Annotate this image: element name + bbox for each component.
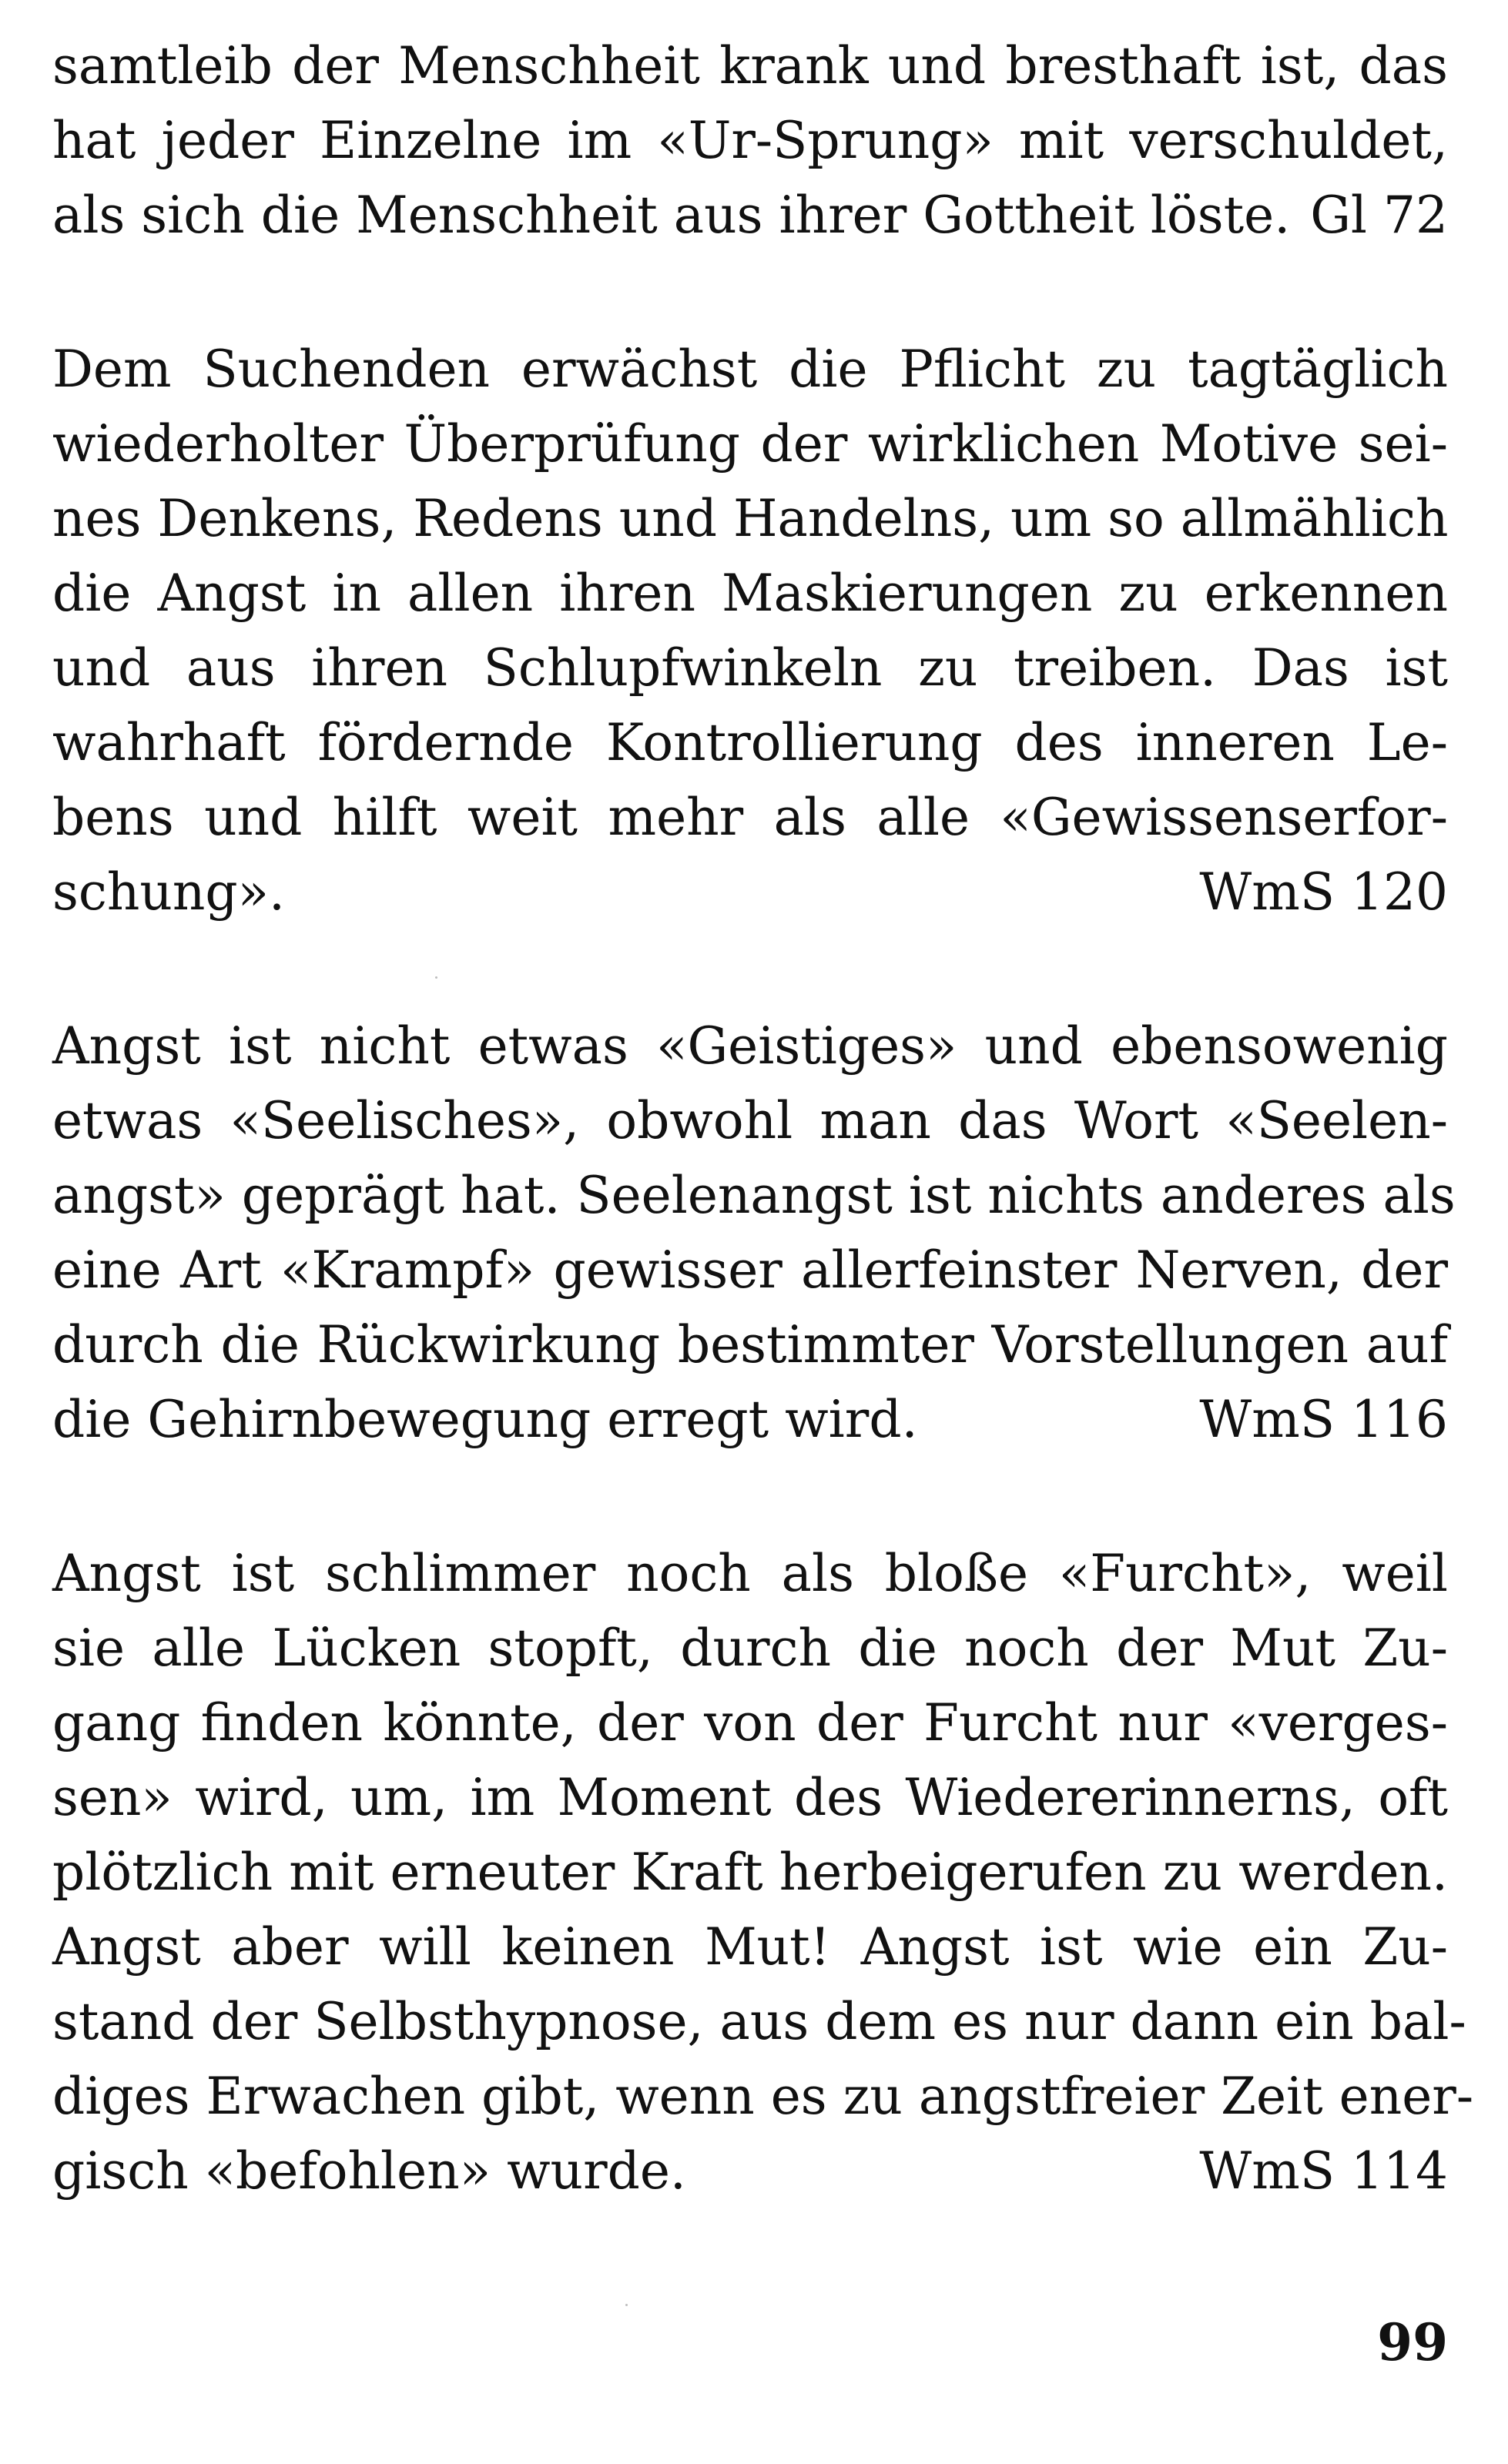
citation: WmS 120 [1199, 862, 1448, 922]
text-line: die Angst in allen ihren Maskierungen zu erkennen [52, 564, 1448, 623]
text-line: und aus ihren Schlupfwinkeln zu treiben. Das ist [52, 638, 1448, 698]
text-line-content: die Gehirnbewegung erregt wird. [52, 1390, 918, 1449]
text-line-content: gisch «befohlen» wurde. [52, 2141, 686, 2201]
text-line: hat jeder Einzelne im «Ur-Sprung» mit verschuldet, [52, 111, 1448, 170]
text-line-content: schung». [52, 862, 285, 922]
text-line: diges Erwachen gibt, wenn es zu angstfreier Zeit ener- [52, 2067, 1474, 2126]
citation: WmS 116 [1199, 1390, 1448, 1449]
text-line: nes Denkens, Redens und Handelns, um so allmählich [52, 489, 1449, 548]
text-line [52, 2133, 1448, 2210]
text-line: stand der Selbsthypnose, aus dem es nur dann ein bal- [52, 1992, 1466, 2051]
text-line: wiederholter Überprüfung der wirklichen Motive sei- [52, 414, 1448, 474]
citation: Gl 72 [1310, 186, 1448, 245]
text-line: durch die Rückwirkung bestimmter Vorstellungen auf [52, 1315, 1448, 1374]
citation: WmS 114 [1199, 2141, 1448, 2201]
text-line: samtleib der Menschheit krank und bresthaft ist, das [52, 36, 1448, 95]
page-number: 99 [1377, 2312, 1448, 2372]
scan-speck [435, 976, 437, 979]
text-line: eine Art «Krampf» gewisser allerfeinster Nerven, der [52, 1240, 1448, 1300]
text-line-content: als sich die Menschheit aus ihrer Gottheit löste. [52, 186, 1291, 245]
text-line: Angst ist nicht etwas «Geistiges» und ebensowenig [52, 1016, 1448, 1076]
text-line [52, 854, 1448, 931]
text-line: plötzlich mit erneuter Kraft herbeigerufen zu werden. [52, 1843, 1448, 1902]
scan-speck [625, 2304, 628, 2306]
text-line: wahrhaft fördernde Kontrollierung des inneren Le- [52, 713, 1448, 772]
text-line: Dem Suchenden erwächst die Pflicht zu tagtäglich [52, 340, 1448, 399]
text-line: sie alle Lücken stopft, durch die noch der Mut Zu- [52, 1619, 1448, 1678]
text-line [52, 1381, 1448, 1458]
text-line [52, 177, 1448, 254]
text-line: angst» geprägt hat. Seelenangst ist nichts anderes als [52, 1166, 1456, 1225]
text-line: Angst ist schlimmer noch als bloße «Furcht», weil [52, 1544, 1448, 1603]
text-line: sen» wird, um, im Moment des Wiedererinnerns, oft [52, 1768, 1448, 1827]
text-line: Angst aber will keinen Mut! Angst ist wie ein Zu- [52, 1917, 1448, 1977]
text-line: gang finden könnte, der von der Furcht nur «verges- [52, 1693, 1448, 1753]
text-line: etwas «Seelisches», obwohl man das Wort «Seelen- [52, 1091, 1448, 1150]
text-line: bens und hilft weit mehr als alle «Gewissenserfor- [52, 788, 1448, 847]
